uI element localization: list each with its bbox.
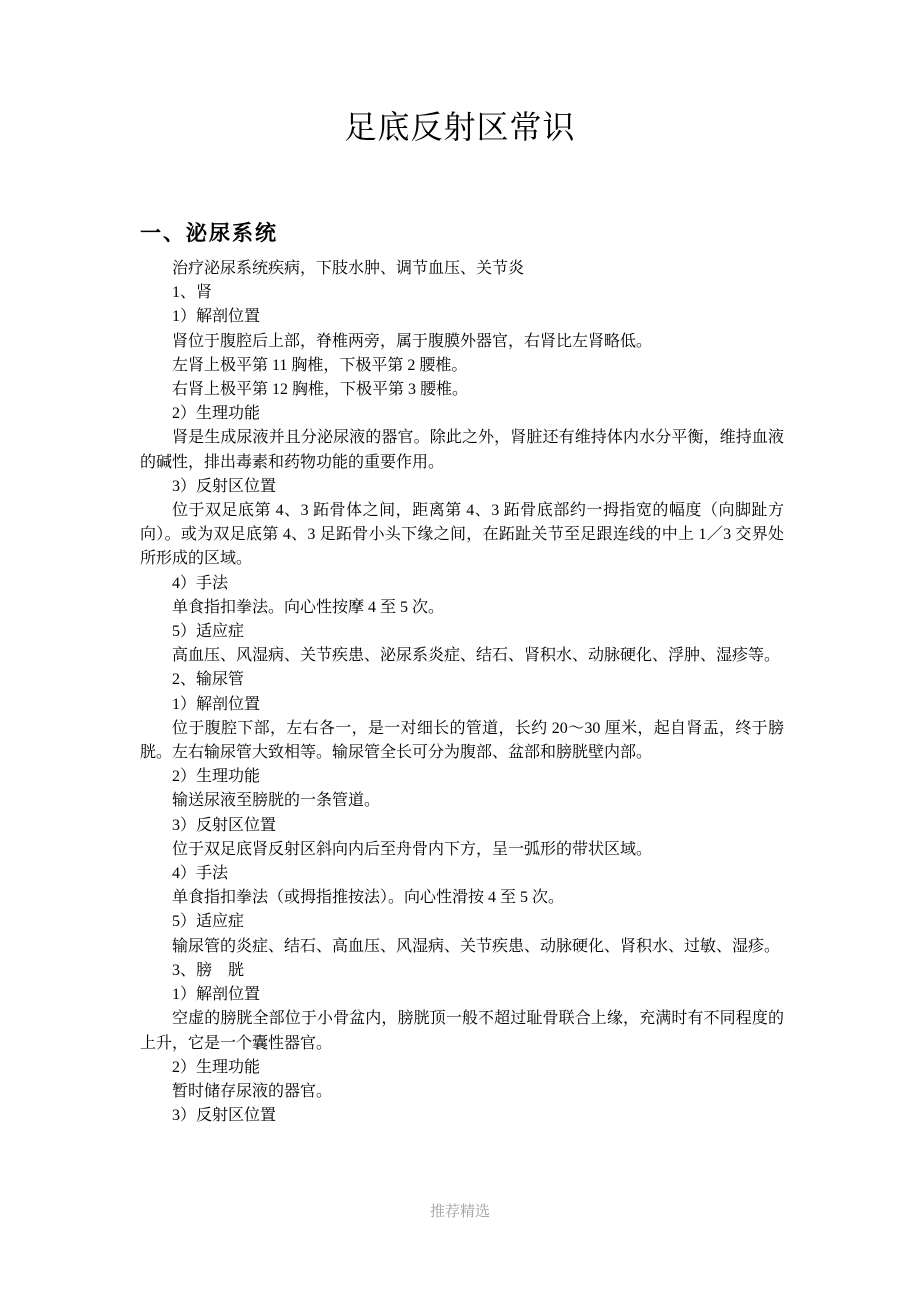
paragraph: 4）手法 (172, 574, 229, 592)
paragraph: 1、肾 (172, 284, 213, 302)
paragraph: 单食指扣拳法（或拇指推按法）。向心性滑按 4 至 5 次。 (172, 889, 565, 907)
paragraph: 2）生理功能 (172, 405, 261, 423)
paragraph: 空虚的膀胱全部位于小骨盆内，膀胱顶一般不超过耻骨联合上缘，充满时有不同程度的上升，它是一个囊性器官。 (140, 1010, 784, 1052)
paragraph: 位于双足底第 4、3 跖骨体之间，距离第 4、3 跖骨底部约一拇指宽的幅度（向脚趾方向）。或为双足底第 4、3 足跖骨小头下缘之间，在跖趾关节至足跟连线的中上 1／3 交界处所形成的区域。 (140, 502, 784, 568)
paragraph: 2）生理功能 (172, 768, 261, 786)
section-heading-urinary-system: 一、泌尿系统 (140, 222, 278, 245)
paragraph: 单食指扣拳法。向心性按摩 4 至 5 次。 (172, 598, 445, 616)
paragraph: 肾是生成尿液并且分泌尿液的器官。除此之外，肾脏还有维持体内水分平衡，维持血液的碱性，排出毒素和药物功能的重要作用。 (140, 429, 784, 471)
paragraph: 肾位于腹腔后上部，脊椎两旁，属于腹膜外器官，右肾比左肾略低。 (172, 332, 653, 350)
body-paragraphs (140, 257, 784, 1128)
paragraph: 1）解剖位置 (172, 986, 261, 1004)
paragraph: 1）解剖位置 (172, 308, 261, 326)
paragraph: 输送尿液至膀胱的一条管道。 (172, 792, 381, 810)
paragraph: 3）反射区位置 (172, 1107, 277, 1125)
paragraph: 5）适应症 (172, 913, 245, 931)
document-title: 足底反射区常识 (344, 109, 576, 145)
paragraph: 3、膀 胱 (172, 961, 245, 979)
paragraph: 治疗泌尿系统疾病，下肢水肿、调节血压、关节炎 (172, 260, 525, 277)
page-footer: 推荐精选 (429, 1204, 490, 1220)
paragraph: 4）手法 (172, 865, 229, 883)
paragraph: 位于腹腔下部，左右各一，是一对细长的管道，长约 20～30 厘米，起自肾盂，终于膀胱。左右输尿管大致相等。输尿管全长可分为腹部、盆部和膀胱壁内部。 (140, 719, 784, 762)
paragraph: 位于双足底肾反射区斜向内后至舟骨内下方，呈一弧形的带状区域。 (172, 840, 653, 858)
paragraph: 2）生理功能 (172, 1058, 261, 1076)
paragraph: 1）解剖位置 (172, 695, 261, 713)
paragraph: 左肾上极平第 11 胸椎，下极平第 2 腰椎。 (172, 356, 468, 374)
paragraph: 高血压、风湿病、关节疾患、泌尿系炎症、结石、肾积水、动脉硬化、浮肿、湿疹等。 (172, 647, 781, 665)
paragraph: 5）适应症 (172, 623, 245, 641)
document-body (140, 220, 784, 1128)
paragraph: 3）反射区位置 (172, 477, 277, 495)
paragraph: 右肾上极平第 12 胸椎，下极平第 3 腰椎。 (172, 381, 469, 399)
paragraph: 2、输尿管 (172, 671, 245, 689)
paragraph: 3）反射区位置 (172, 816, 277, 834)
paragraph: 暂时储存尿液的器官。 (172, 1082, 333, 1100)
paragraph: 输尿管的炎症、结石、高血压、风湿病、关节疾患、动脉硬化、肾积水、过敏、湿疹。 (172, 937, 781, 955)
